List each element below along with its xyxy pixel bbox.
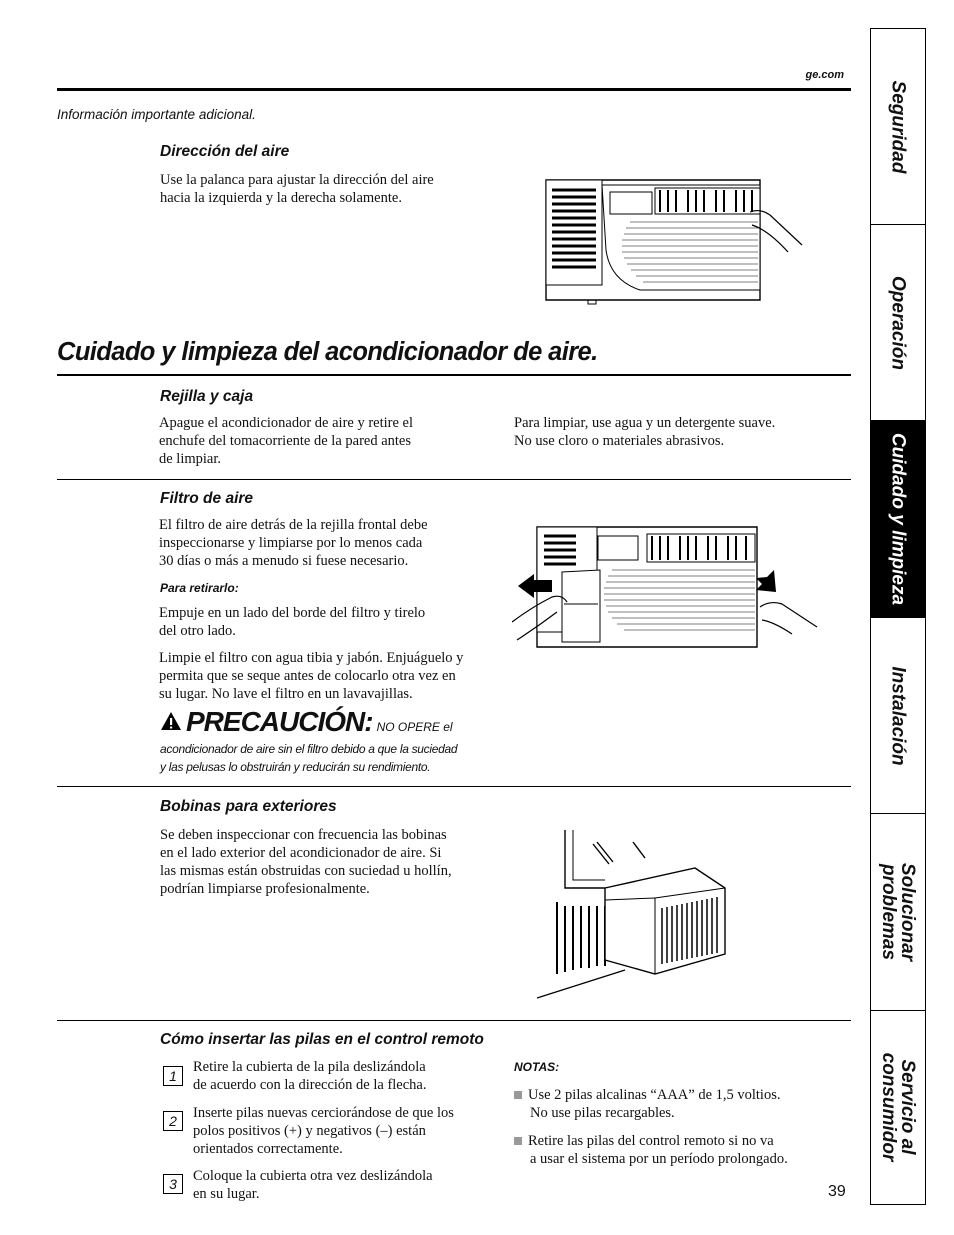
- text-line: acondicionador de aire sin el filtro debido a que la suciedad: [160, 742, 458, 756]
- note-1: [514, 1086, 780, 1122]
- coils-heading: Bobinas para exteriores: [160, 798, 337, 815]
- filter-heading: Filtro de aire: [160, 490, 254, 507]
- text-line: en su lugar.: [193, 1186, 260, 1202]
- section-tabs: [870, 28, 926, 1205]
- step-number-1: 1: [163, 1066, 183, 1086]
- air-direction-illustration: [540, 170, 805, 305]
- header-rule: [57, 88, 851, 91]
- tab-solucionar-problemas[interactable]: [871, 814, 925, 1011]
- grille-heading: Rejilla y caja: [160, 388, 254, 405]
- text-line: Use la palanca para ajustar la dirección del aire: [160, 172, 434, 188]
- tab-operacion[interactable]: [871, 225, 925, 421]
- text-line: de limpiar.: [159, 451, 222, 467]
- text-line: del otro lado.: [159, 623, 236, 639]
- step-2-text: [193, 1104, 454, 1158]
- intro-text: Información importante adicional.: [57, 107, 256, 122]
- text-line: enchufe del tomacorriente de la pared antes: [159, 433, 412, 449]
- text-line: y las pelusas lo obstruirán y reducirán su rendimiento.: [160, 760, 431, 774]
- site-url: ge.com: [805, 69, 844, 81]
- tab-label-line: consumidor: [878, 1052, 899, 1162]
- tab-label: Operación: [887, 275, 909, 370]
- text-line: Coloque la cubierta otra vez deslizándola: [193, 1168, 433, 1184]
- text-line: No use cloro o materiales abrasivos.: [514, 433, 725, 449]
- tab-servicio-al-consumidor[interactable]: [871, 1011, 925, 1203]
- page-number: 39: [828, 1183, 846, 1200]
- tab-label: [879, 863, 917, 961]
- section-divider: [57, 1020, 851, 1021]
- section-divider: [57, 786, 851, 787]
- air-direction-heading: Dirección del aire: [160, 143, 290, 160]
- filter-subheading: Para retirarlo:: [160, 581, 239, 595]
- filter-para2: [159, 604, 425, 640]
- tab-label: [879, 1053, 917, 1162]
- title-rule: [57, 374, 851, 376]
- filter-removal-illustration: [512, 522, 822, 657]
- text-line: podrían limpiarse profesionalmente.: [160, 881, 370, 897]
- text-line: en el lado exterior del acondicionador de aire. Si: [160, 845, 442, 861]
- air-direction-text: [160, 171, 434, 207]
- step-1-text: [193, 1058, 426, 1094]
- text-line: orientados correctamente.: [193, 1141, 343, 1157]
- text-line: permita que se seque antes de colocarlo otra vez en: [159, 668, 456, 684]
- step-number-2: 2: [163, 1111, 183, 1131]
- text-line: Use 2 pilas alcalinas “AAA” de 1,5 voltios.: [528, 1087, 781, 1103]
- tab-label: Instalación: [887, 665, 909, 766]
- text-line: Para limpiar, use agua y un detergente suave.: [514, 415, 776, 431]
- text-line: de acuerdo con la dirección de la flecha.: [193, 1077, 427, 1093]
- notes-label: NOTAS:: [514, 1060, 560, 1074]
- text-line: Retire las pilas del control remoto si no va: [528, 1133, 774, 1149]
- text-line: su lugar. No lave el filtro en un lavavajillas.: [159, 686, 413, 702]
- tab-label: Cuidado y limpieza: [887, 432, 909, 606]
- caution-text: [160, 740, 457, 776]
- step-number-3: 3: [163, 1174, 183, 1194]
- grille-right-text: [514, 414, 775, 450]
- tab-seguridad[interactable]: [871, 29, 925, 225]
- filter-para3: [159, 649, 463, 703]
- tab-label: Seguridad: [887, 80, 909, 173]
- section-divider: [57, 479, 851, 480]
- text-line: Inserte pilas nuevas cerciorándose de que los: [193, 1105, 454, 1121]
- tab-cuidado-y-limpieza[interactable]: [871, 421, 925, 618]
- tab-label-line: Solucionar: [897, 862, 918, 962]
- text-line: polos positivos (+) y negativos (–) están: [193, 1123, 426, 1139]
- bullet-square-icon: [514, 1091, 522, 1099]
- filter-para1: [159, 516, 428, 570]
- coils-text: [160, 826, 452, 898]
- text-line: a usar el sistema por un período prolongado.: [530, 1151, 788, 1167]
- text-line: Se deben inspeccionar con frecuencia las bobinas: [160, 827, 447, 843]
- step-3-text: [193, 1167, 433, 1203]
- tab-instalacion[interactable]: [871, 618, 925, 814]
- tab-label-line: problemas: [878, 863, 899, 961]
- text-line: Limpie el filtro con agua tibia y jabón. Enjuáguelo y: [159, 650, 464, 666]
- caution-block: [160, 706, 453, 738]
- text-line: inspeccionarse y limpiarse por lo menos cada: [159, 535, 423, 551]
- text-line: Retire la cubierta de la pila deslizándola: [193, 1059, 426, 1075]
- text-line: hacia la izquierda y la derecha solamente.: [160, 190, 402, 206]
- text-line: El filtro de aire detrás de la rejilla frontal debe: [159, 517, 428, 533]
- text-line: Apague el acondicionador de aire y retire el: [159, 415, 414, 431]
- note-2: [514, 1132, 788, 1168]
- caution-inline: NO OPERE el: [376, 720, 453, 734]
- caution-word: PRECAUCIÓN:: [186, 706, 373, 737]
- grille-left-text: [159, 414, 413, 468]
- text-line: Empuje en un lado del borde del filtro y tirelo: [159, 605, 426, 621]
- text-line: 30 días o más a menudo si fuese necesario.: [159, 553, 409, 569]
- warning-triangle-icon: [160, 711, 182, 731]
- outdoor-coils-illustration: [535, 830, 735, 1002]
- page-title: Cuidado y limpieza del acondicionador de aire.: [57, 338, 598, 366]
- batteries-heading: Cómo insertar las pilas en el control remoto: [160, 1031, 484, 1048]
- text-line: No use pilas recargables.: [530, 1105, 675, 1121]
- bullet-square-icon: [514, 1137, 522, 1145]
- tab-label-line: Servicio al: [897, 1059, 918, 1155]
- text-line: las mismas están obstruidas con suciedad u hollín,: [160, 863, 452, 879]
